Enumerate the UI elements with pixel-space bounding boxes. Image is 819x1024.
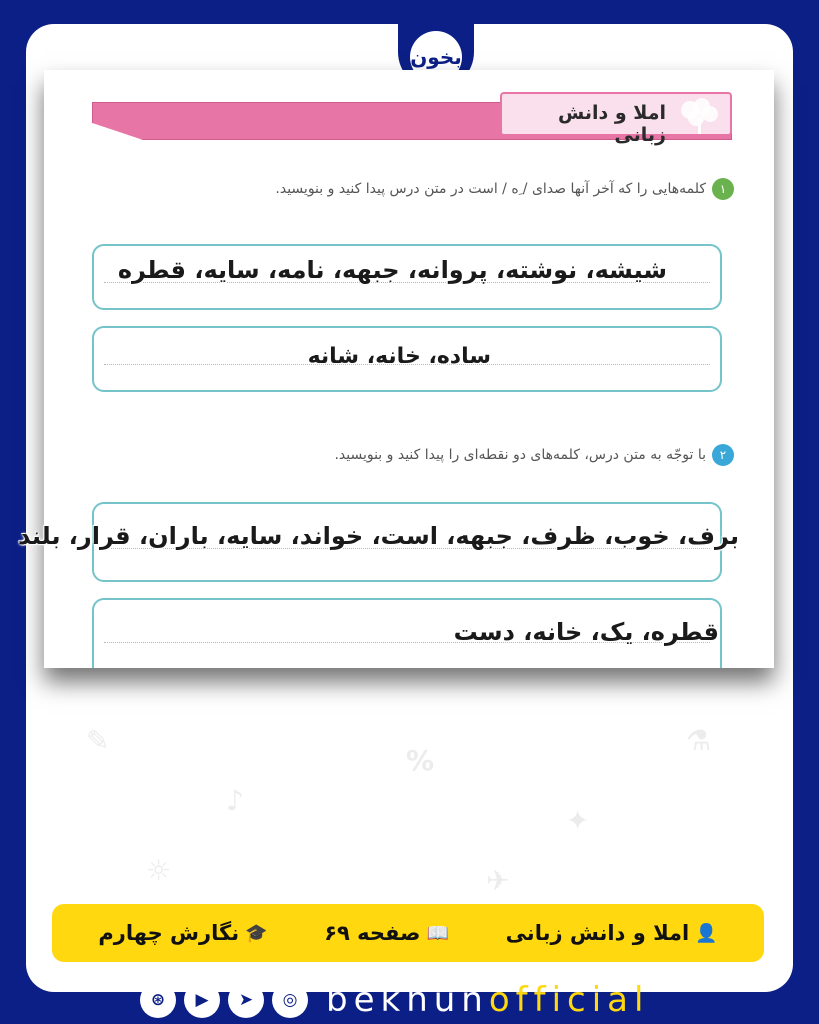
exercise-2-number: ۲ — [712, 444, 734, 466]
telegram-icon[interactable]: ➤ — [228, 982, 264, 1018]
background-doodle: ✎ — [86, 724, 110, 757]
exercise-2-answer-1: برف، خوب، ظرف، جبهه، است، خواند، سایه، باران، قرار، بلند — [17, 522, 739, 550]
exercise-1-answer-2: ساده، خانه، شانه — [307, 344, 491, 369]
instagram-icon[interactable]: ◎ — [272, 982, 308, 1018]
footer-book — [98, 921, 267, 945]
brand-name — [326, 980, 649, 1020]
textbook-page — [44, 70, 774, 668]
footer-book-text: نگارش چهارم — [98, 921, 240, 945]
footer-page-text: صفحه ۶۹ — [324, 921, 421, 945]
logo: بخون — [410, 31, 462, 83]
exercise-2-answer-2: قطره، یک، خانه، دست — [453, 618, 719, 646]
tree-icon — [670, 96, 726, 136]
exercise-1-number: ۱ — [712, 178, 734, 200]
background-doodle: ✦ — [566, 804, 590, 837]
background-doodle: ☼ — [146, 854, 172, 887]
exercise-2-instruction — [334, 444, 734, 466]
footer-subject-text: املا و دانش زبانی — [505, 921, 690, 945]
footer-subject — [506, 921, 718, 945]
user-icon: 👤 — [695, 922, 718, 944]
graduation-cap-icon: 🎓 — [245, 922, 268, 944]
title-box — [500, 92, 732, 146]
film-reel-icon[interactable]: ⊛ — [140, 982, 176, 1018]
page-title: املا و دانش زبانی — [558, 102, 666, 146]
social-row — [140, 976, 649, 1024]
book-icon: 📖 — [426, 922, 449, 944]
brand-prefix: bekhun — [326, 980, 489, 1020]
background-doodle: ✈ — [486, 864, 510, 897]
youtube-icon[interactable]: ▶ — [184, 982, 220, 1018]
exercise-2-text: با توجّه به متن درس، کلمه‌های دو نقطه‌ای را پیدا کنید و بنویسید. — [334, 447, 706, 463]
exercise-1-answer-1: شیشه، نوشته، پروانه، جبهه، نامه، سایه، قطره — [117, 256, 667, 284]
brand-suffix: official — [488, 980, 650, 1020]
footer-page — [324, 921, 449, 945]
footer-bar — [52, 904, 764, 962]
exercise-1-text: کلمه‌هایی را که آخر آنها صدای / ِه / است در متن درس پیدا کنید و بنویسید. — [275, 181, 706, 197]
background-doodle: ⚗ — [686, 724, 712, 757]
background-doodle: ♪ — [226, 784, 244, 817]
exercise-1-instruction — [275, 178, 734, 200]
background-doodle: % — [406, 744, 435, 777]
